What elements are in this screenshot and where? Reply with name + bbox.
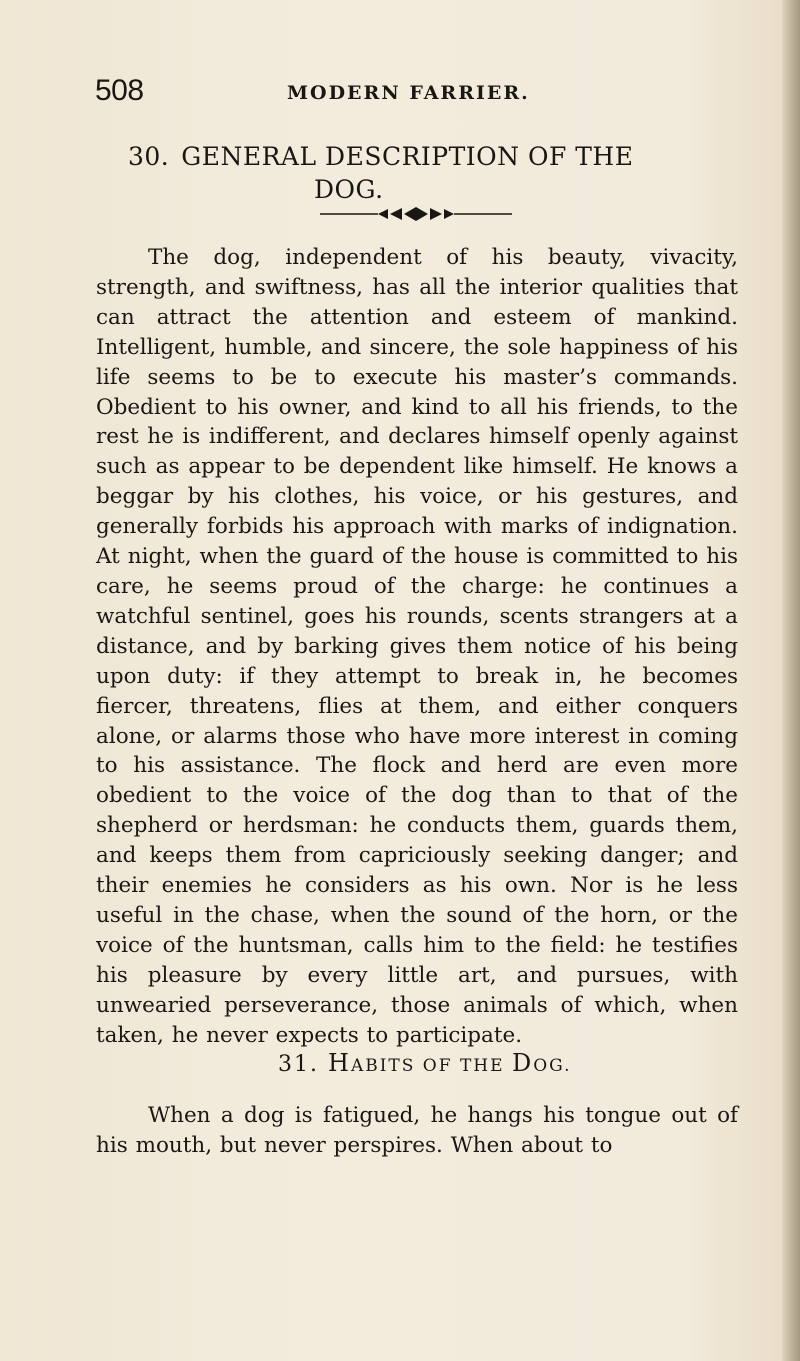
section-31-paragraph: When a dog is fatigued, he hangs his tongue out of his mouth, but never perspires. When about to bbox=[96, 1103, 738, 1158]
running-head bbox=[95, 74, 565, 114]
section-31-title-initial-2: D bbox=[511, 1049, 534, 1077]
section-30-title-line1: GENERAL DESCRIPTION OF THE bbox=[181, 142, 634, 171]
section-31-title-rest-1: ABITS OF THE bbox=[350, 1056, 512, 1076]
page-edge-shadow bbox=[782, 0, 800, 1361]
ornament-divider-icon bbox=[318, 206, 514, 222]
section-31-body bbox=[96, 1101, 738, 1161]
running-title: MODERN FARRIER. bbox=[287, 82, 530, 104]
section-31-number: 31. bbox=[278, 1052, 319, 1077]
section-30-body bbox=[96, 243, 738, 1050]
section-31-title-rest-2: OG. bbox=[533, 1056, 572, 1076]
section-31-heading bbox=[278, 1049, 572, 1077]
section-31-title-initial-1: H bbox=[328, 1049, 351, 1077]
section-30-heading bbox=[128, 140, 748, 206]
section-30-title-line2: DOG. bbox=[314, 175, 384, 204]
page-number: 508 bbox=[95, 74, 144, 107]
section-30-paragraph: The dog, independent of his beauty, vivacity, strength, and swiftness, has all the interior qualities that can attract the attention and esteem of mankind. Intelligent, humble, and sincere, the sole happiness of his life seems to be to execute his master’s commands. Obedient to his owner, and kind to all his friends, to the rest he is indifferent, and declares himself openly against such as appear to be dependent like himself. He knows a beggar by his clothes, his voice, or his gestures, and generally forbids his approach with marks of indignation. At night, when the guard of the house is committed to his care, he seems proud of the charge: he continues a watchful sentinel, goes his rounds, scents strangers at a distance, and by barking gives them notice of his being upon duty: if they attempt to break in, he becomes fiercer, threatens, flies at them, and either conquers alone, or alarms those who have more interest in coming to his assistance. The flock and herd are even more obedient to the voice of the dog than to that of the shepherd or herdsman: he conducts them, guards them, and keeps them from capriciously seeking danger; and their enemies he considers as his own. Nor is he less useful in the chase, when the sound of the horn, or the voice of the huntsman, calls him to the field: he testifies his pleasure by every little art, and pursues, with unwearied perseverance, those animals of which, when taken, he never expects to participate. bbox=[96, 245, 738, 1048]
section-30-number: 30. bbox=[128, 142, 170, 171]
